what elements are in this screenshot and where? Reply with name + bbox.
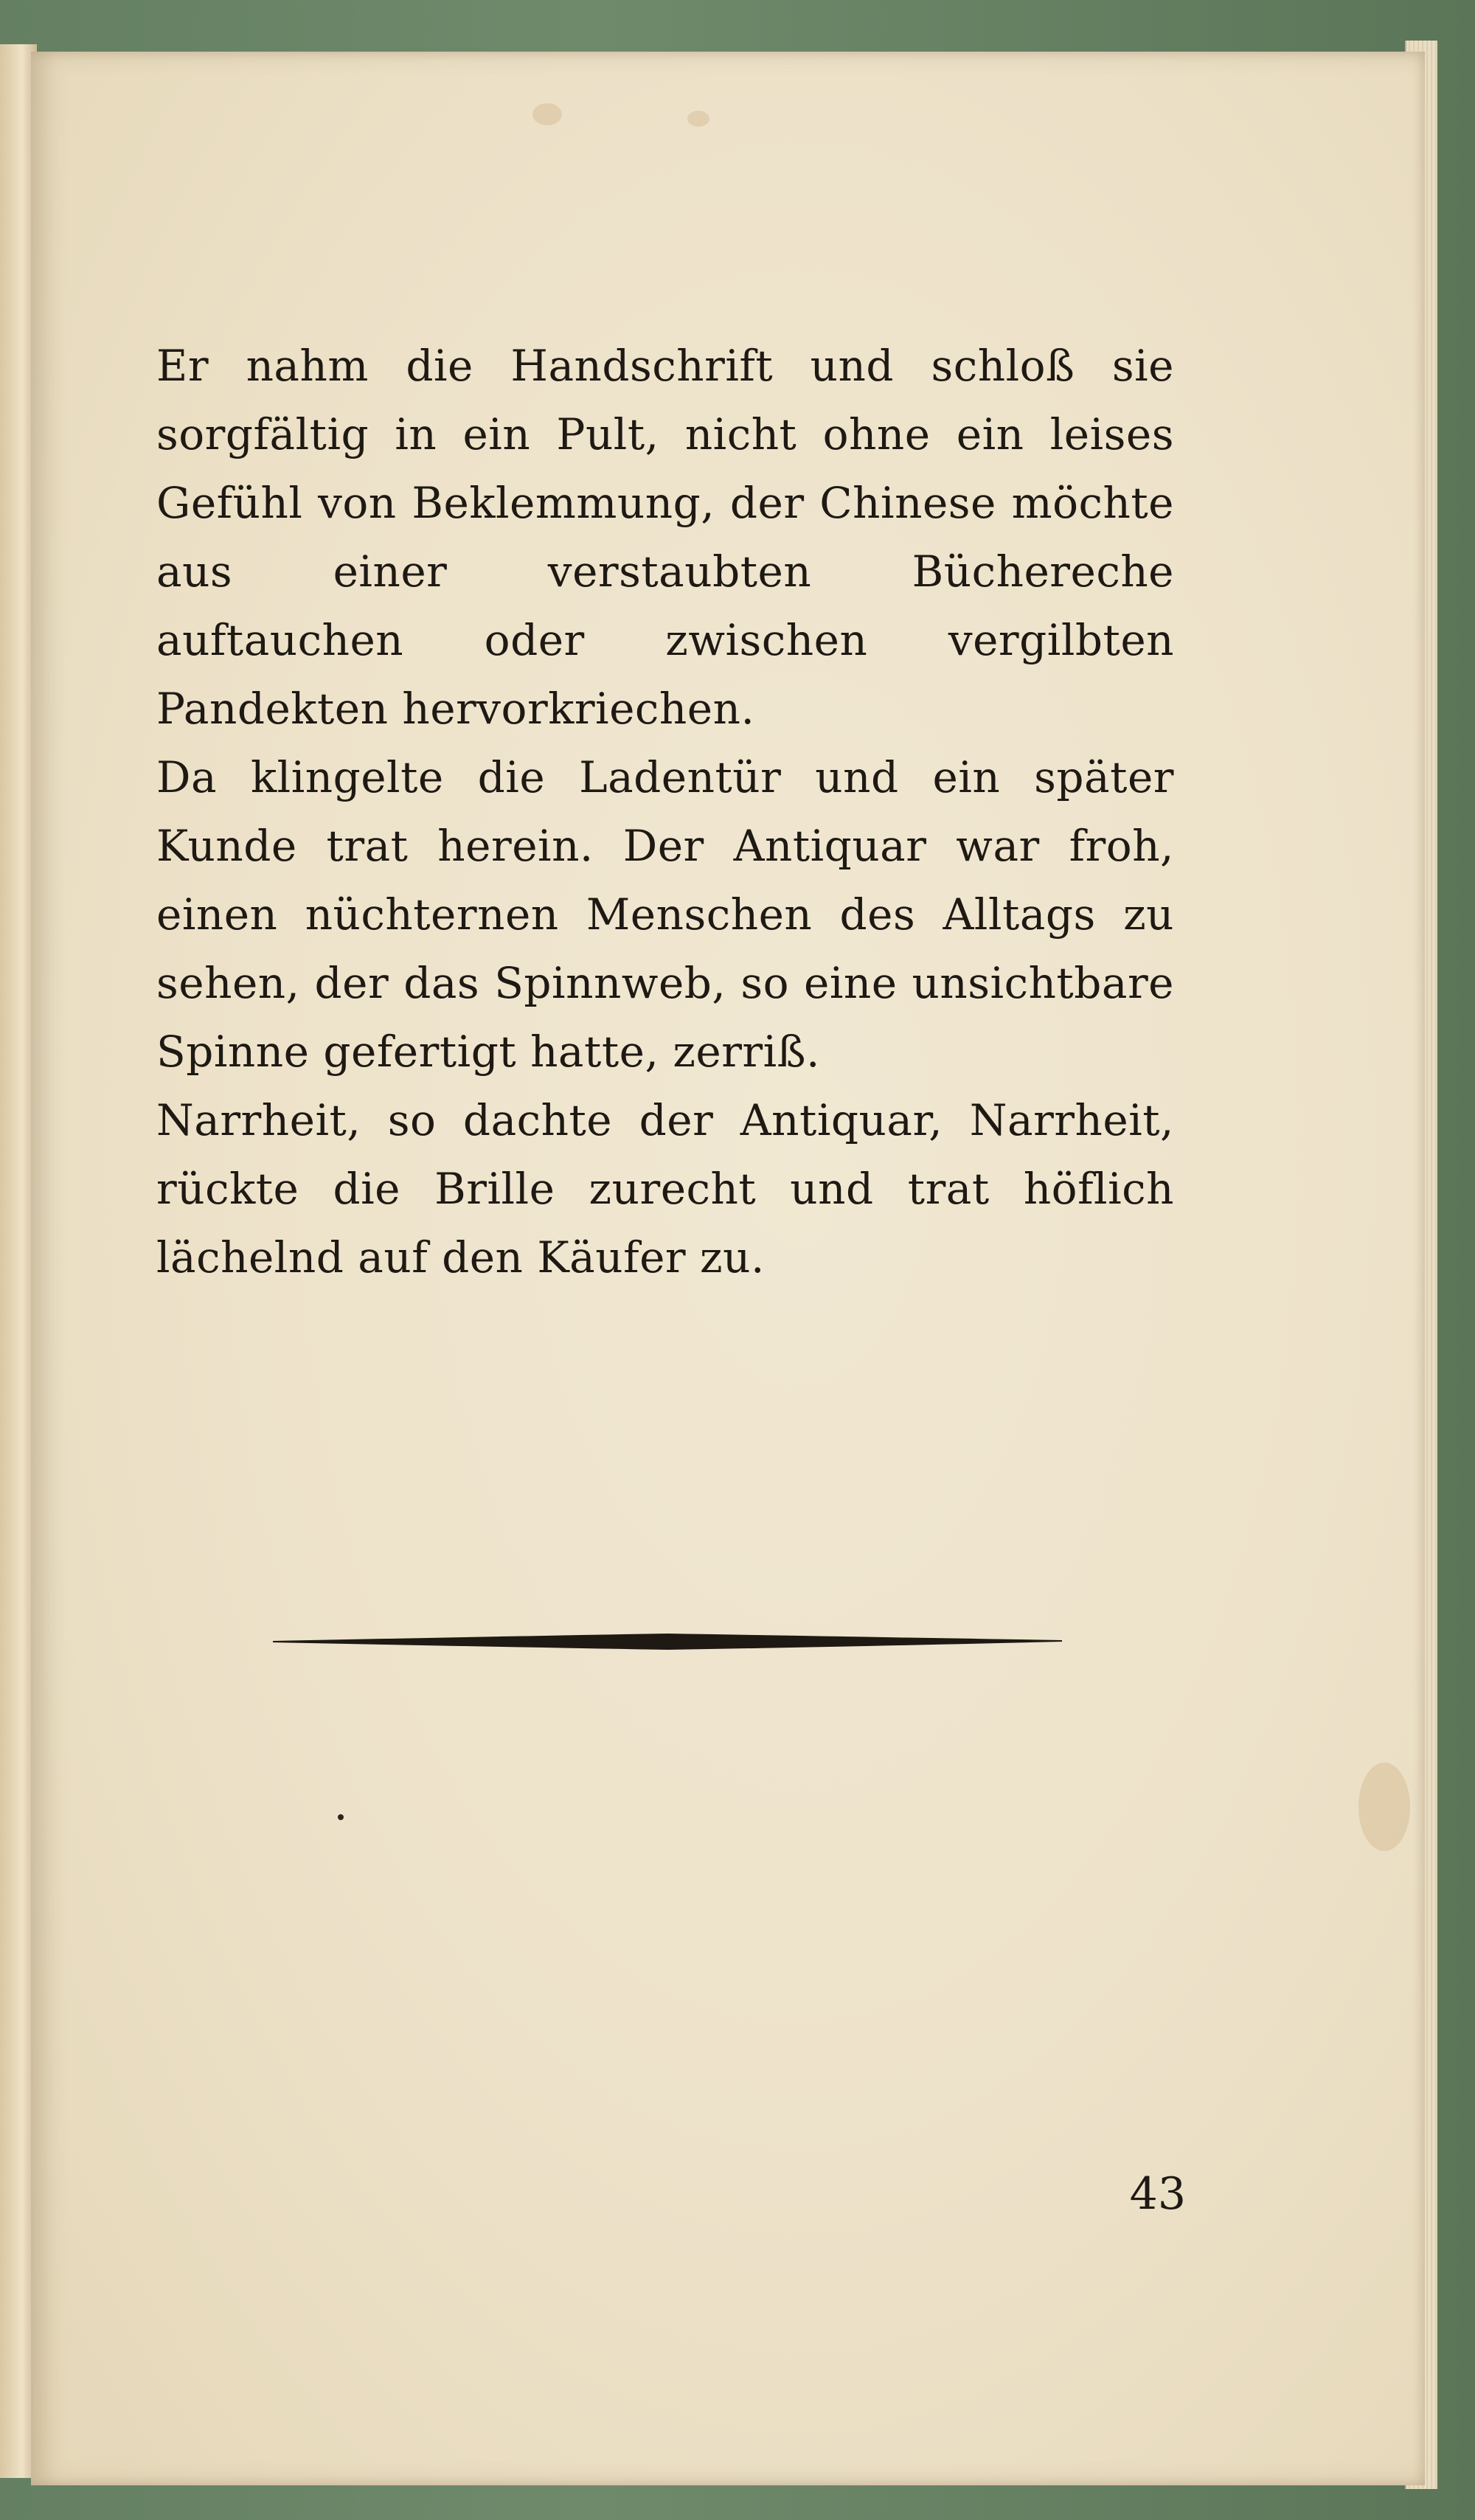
paper-stain	[532, 103, 562, 125]
paper-stain	[687, 111, 709, 127]
page-number: 43	[1129, 2168, 1186, 2220]
paragraph-1: Er nahm die Handschrift und schloß sie sorgfältig in ein Pult, nicht ohne ein leises Gefühl von Beklemmung, der Chinese möchte aus einer verstaubten Büchereche auftauchen oder zwischen vergilbten Pandekten hervorkriechen.	[156, 341, 1174, 734]
ink-speck	[338, 1814, 344, 1820]
paragraph-3: Narrheit, so dachte der Antiquar, Narrheit, rückte die Brille zurecht und trat höflich lächelnd auf den Käufer zu.	[156, 1095, 1174, 1282]
section-divider-rule	[273, 1626, 1062, 1656]
paper-stain	[1358, 1763, 1410, 1851]
paragraph-2: Da klingelte die Ladentür und ein später Kunde trat herein. Der Antiquar war froh, einen nüchternen Menschen des Alltags zu sehen, der das Spinnweb, so eine unsichtbare Spinne gefertigt hatte, zerriß.	[156, 752, 1174, 1077]
body-text	[156, 332, 1174, 1292]
